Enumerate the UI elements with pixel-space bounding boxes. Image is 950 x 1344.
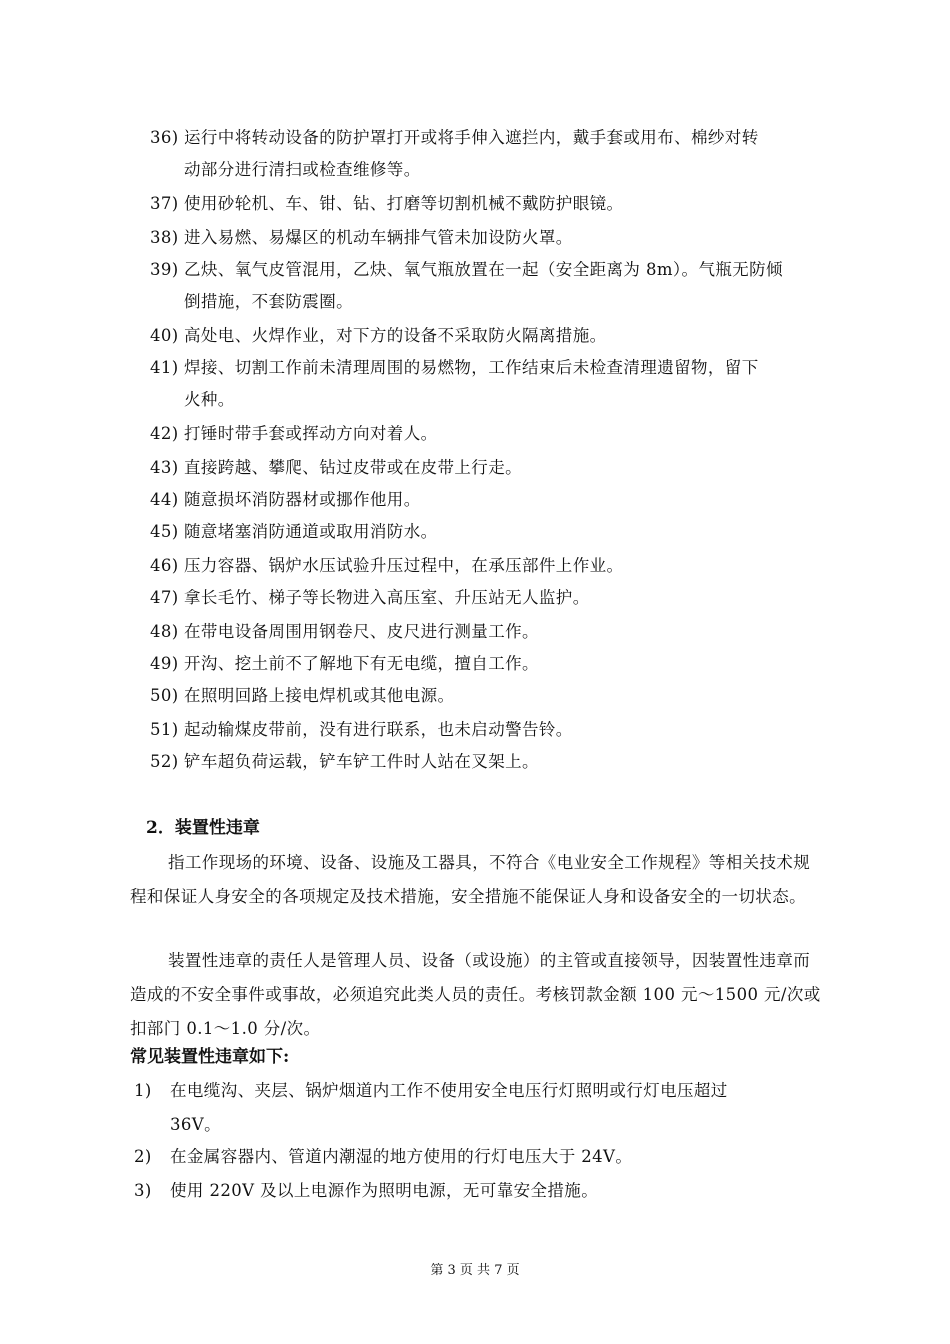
list-item (150, 122, 830, 186)
item-number: 43) (150, 458, 179, 477)
item-number: 42) (150, 424, 179, 443)
item-number: 51) (150, 720, 179, 739)
list-item (150, 254, 830, 318)
list-item (150, 452, 830, 484)
item-text: 压力容器、锅炉水压试验升压过程中，在承压部件上作业。 (184, 556, 624, 575)
list-item (150, 550, 830, 582)
section-heading: 2．装置性违章 (146, 818, 260, 838)
list-item (150, 352, 830, 416)
responsibility-paragraph: 装置性违章的责任人是管理人员、设备（或设施）的主管或直接领导，因装置性违章而造成的不安全事件或事故，必须追究此类人员的责任。考核罚款金额 100 元～1500 元/次或扣部门 0.1～1.0 分/次。 (130, 951, 821, 1038)
item-number: 45) (150, 522, 179, 541)
item-number: 1) (134, 1081, 152, 1100)
item-text: 乙炔、氧气皮管混用，乙炔、氧气瓶放置在一起（安全距离为 8m）。气瓶无防倾 (184, 260, 783, 279)
item-number: 49) (150, 654, 179, 673)
item-text: 使用 220V 及以上电源作为照明电源，无可靠安全措施。 (170, 1181, 599, 1200)
item-text: 随意堵塞消防通道或取用消防水。 (184, 522, 438, 541)
sub-heading: 常见装置性违章如下: (130, 1047, 290, 1067)
list-item (150, 582, 830, 614)
item-text: 使用砂轮机、车、钳、钻、打磨等切割机械不戴防护眼镜。 (184, 194, 624, 213)
page-footer: 第 3 页 共 7 页 (430, 1263, 520, 1278)
item-number: 36) (150, 128, 179, 147)
item-number: 37) (150, 194, 179, 213)
item-text: 随意损坏消防器材或挪作他用。 (184, 490, 421, 509)
item-number: 50) (150, 686, 179, 705)
item-number: 39) (150, 260, 179, 279)
item-text: 在照明回路上接电焊机或其他电源。 (184, 686, 455, 705)
item-text: 在电缆沟、夹层、锅炉烟道内工作不使用安全电压行灯照明或行灯电压超过 (170, 1081, 728, 1100)
list-item (150, 188, 830, 220)
item-text: 高处电、火焊作业，对下方的设备不采取防火隔离措施。 (184, 326, 607, 345)
item-text: 进入易燃、易爆区的机动车辆排气管未加设防火罩。 (184, 228, 573, 247)
item-text: 在金属容器内、管道内潮湿的地方使用的行灯电压大于 24V。 (170, 1147, 633, 1166)
list-item (150, 222, 830, 254)
definition-paragraph: 指工作现场的环境、设备、设施及工器具，不符合《电业安全工作规程》等相关技术规程和保证人身安全的各项规定及技术措施，安全措施不能保证人身和设备安全的一切状态。 (130, 853, 811, 906)
list-item (134, 1140, 824, 1174)
item-number: 48) (150, 622, 179, 641)
item-text-continued: 火种。 (184, 390, 235, 409)
list-item (150, 746, 830, 778)
item-number: 41) (150, 358, 179, 377)
list-item (150, 320, 830, 352)
item-text: 直接跨越、攀爬、钻过皮带或在皮带上行走。 (184, 458, 522, 477)
list-item (150, 484, 830, 516)
list-item (150, 648, 830, 680)
item-text: 焊接、切割工作前未清理周围的易燃物，工作结束后未检查清理遗留物，留下 (184, 358, 759, 377)
list-item (150, 680, 830, 712)
item-text: 拿长毛竹、梯子等长物进入高压室、升压站无人监护。 (184, 588, 590, 607)
item-text: 起动输煤皮带前，没有进行联系，也未启动警告铃。 (184, 720, 573, 739)
item-number: 47) (150, 588, 179, 607)
item-text-continued: 36V。 (170, 1115, 222, 1134)
item-number: 38) (150, 228, 179, 247)
item-text: 在带电设备周围用钢卷尺、皮尺进行测量工作。 (184, 622, 539, 641)
item-text: 铲车超负荷运载，铲车铲工件时人站在叉架上。 (184, 752, 539, 771)
list-item (134, 1074, 824, 1142)
list-item (150, 714, 830, 746)
item-number: 46) (150, 556, 179, 575)
item-number: 44) (150, 490, 179, 509)
list-item (134, 1174, 824, 1208)
item-text-continued: 动部分进行清扫或检查维修等。 (184, 160, 421, 179)
item-number: 3) (134, 1181, 152, 1200)
item-text: 开沟、挖土前不了解地下有无电缆，擅自工作。 (184, 654, 539, 673)
list-item (150, 616, 830, 648)
list-item (150, 516, 830, 548)
item-number: 52) (150, 752, 179, 771)
item-number: 2) (134, 1147, 152, 1166)
item-number: 40) (150, 326, 179, 345)
item-text: 打锤时带手套或挥动方向对着人。 (184, 424, 438, 443)
item-text: 运行中将转动设备的防护罩打开或将手伸入遮拦内，戴手套或用布、棉纱对转 (184, 128, 759, 147)
list-item (150, 418, 830, 450)
item-text-continued: 倒措施，不套防震圈。 (184, 292, 353, 311)
